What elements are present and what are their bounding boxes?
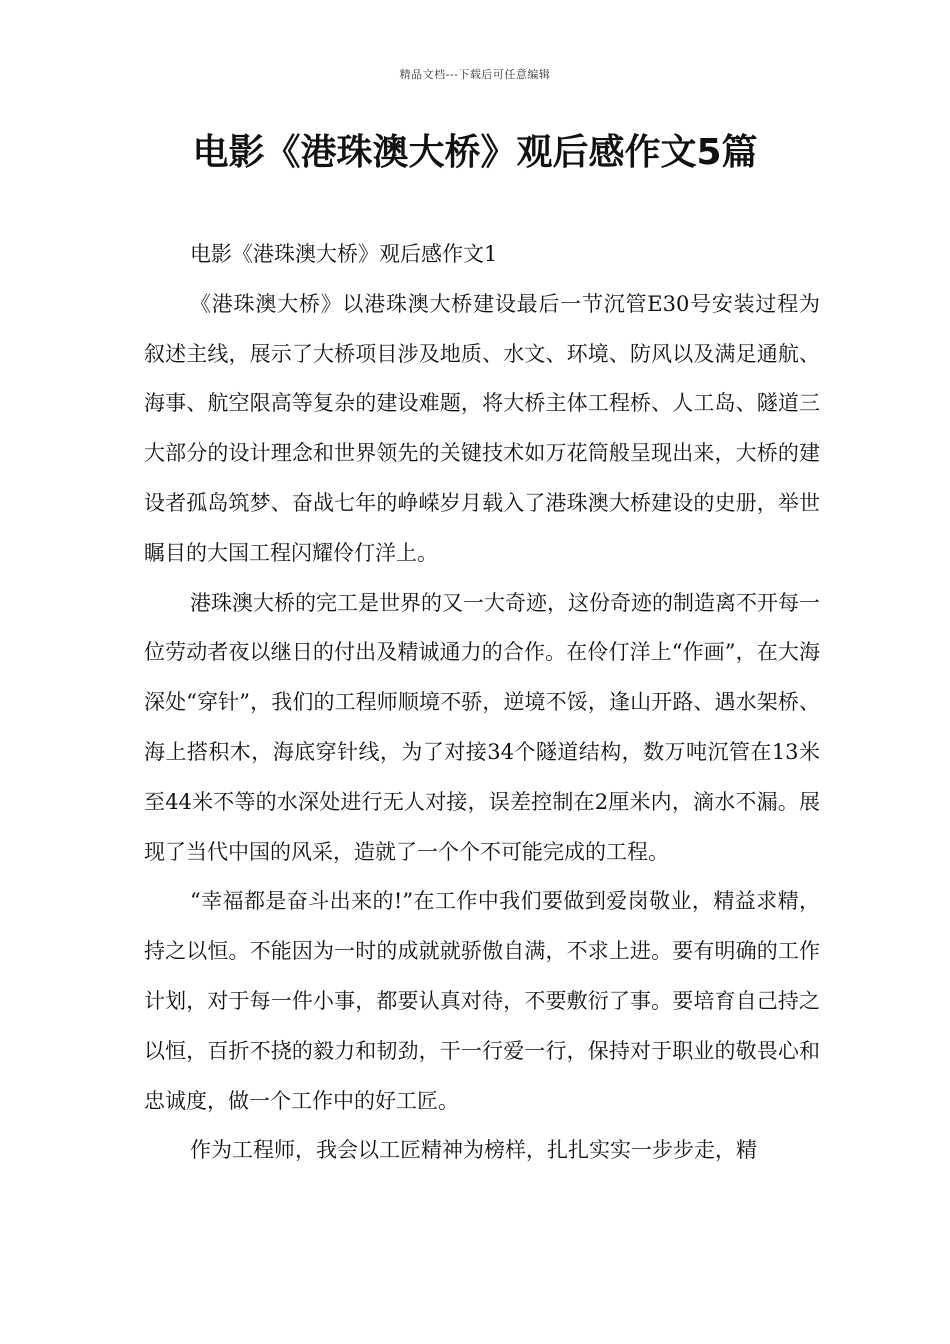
document-body — [144, 230, 820, 1176]
paragraph: 《港珠澳大桥》以港珠澳大桥建设最后一节沉管E30号安装过程为叙述主线，展示了大桥项目涉及地质、水文、环境、防风以及满足通航、海事、航空限高等复杂的建设难题，将大桥主体工程桥、人工岛、隧道三大部分的设计理念和世界领先的关键技术如万花筒般呈现出来，大桥的建设者孤岛筑梦、奋战七年的峥嵘岁月载入了港珠澳大桥建设的史册，举世瞩目的大国工程闪耀伶仃洋上。 — [144, 291, 820, 565]
header-note: 精品文档---下载后可任意编辑 — [399, 68, 551, 81]
paragraph: 作为工程师，我会以工匠精神为榜样，扎扎实实一步步走，精 — [190, 1138, 757, 1163]
section-heading: 电影《港珠澳大桥》观后感作文1 — [190, 242, 498, 266]
paragraph: 港珠澳大桥的完工是世界的又一大奇迹，这份奇迹的制造离不开每一位劳动者夜以继日的付出及精诚通力的合作。在伶仃洋上“作画”，在大海深处“穿针”，我们的工程师顺境不骄，逆境不馁，逢山开路、遇水架桥、海上搭积木，海底穿针线，为了对接34个隧道结构，数万吨沉管在13米至44米不等的水深处进行无人对接，误差控制在2厘米内，滴水不漏。展现了当代中国的风采，造就了一个个不可能完成的工程。 — [144, 590, 820, 864]
document-title: 电影《港珠澳大桥》观后感作文5篇 — [192, 132, 758, 173]
paragraph: “幸福都是奋斗出来的!”在工作中我们要做到爱岗敬业，精益求精，持之以恒。不能因为一时的成就就骄傲自满，不求上进。要有明确的工作计划，对于每一件小事，都要认真对待，不要敷衍了事。要培育自己持之以恒，百折不挠的毅力和韧劲，干一行爱一行，保持对于职业的敬畏心和忠诚度，做一个工作中的好工匠。 — [144, 889, 820, 1113]
